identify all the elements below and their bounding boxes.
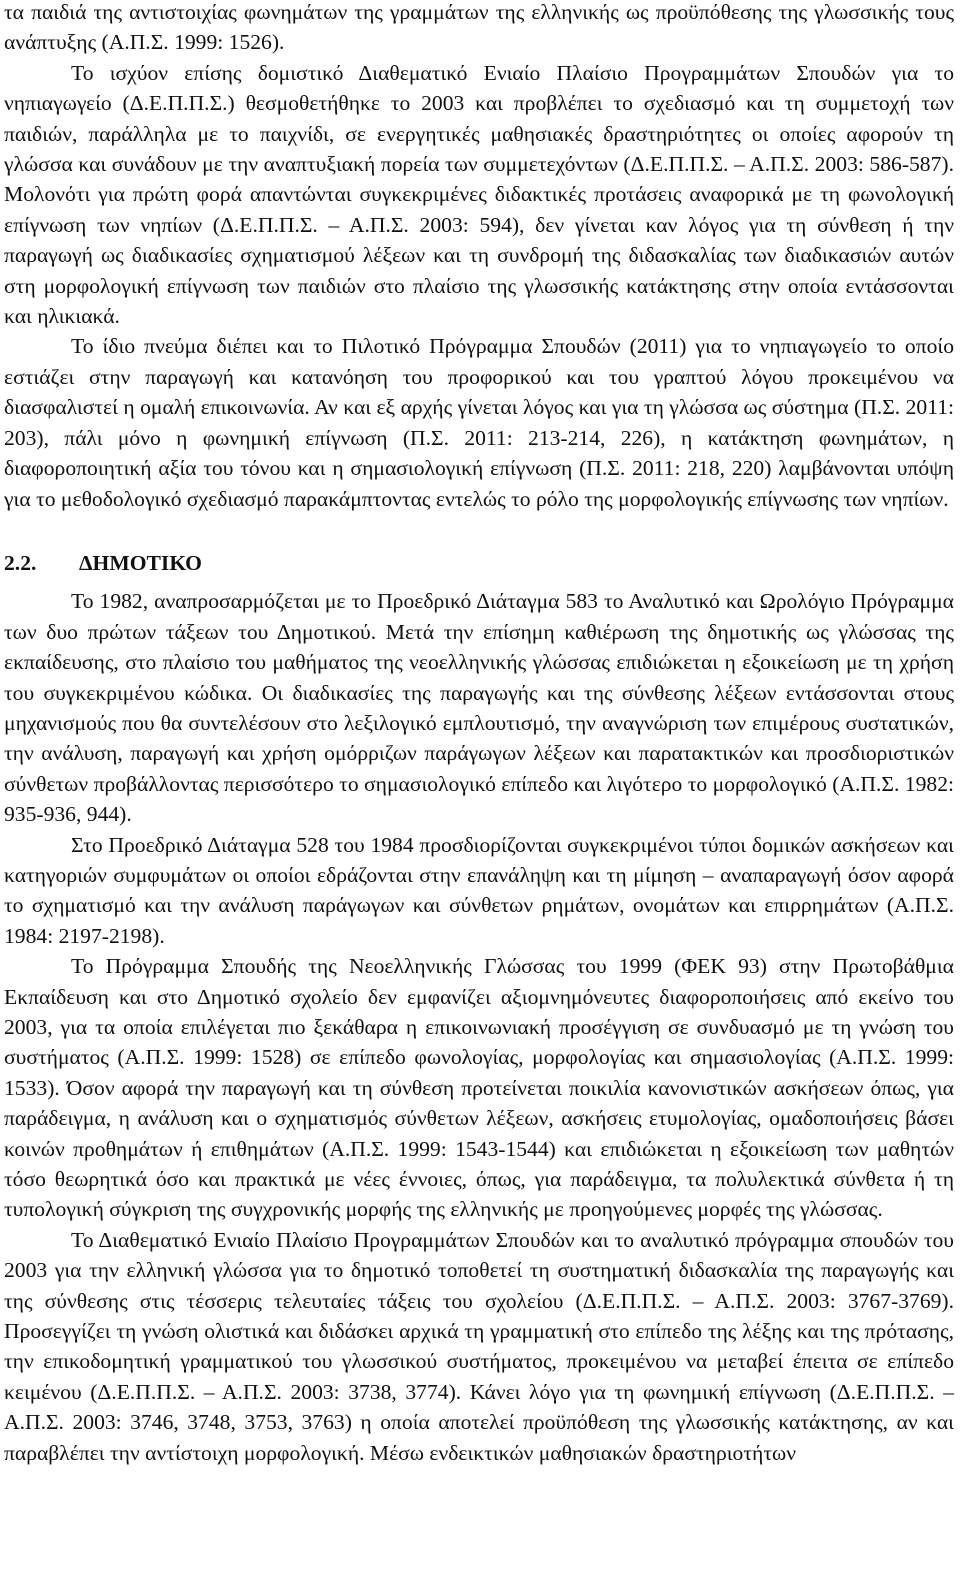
- section-number: 2.2.: [4, 550, 37, 575]
- paragraph-1: τα παιδιά της αντιστοιχίας φωνημάτων της γραμμάτων της ελληνικής ως προϋπόθεσης της γλωσσικής τους ανάπτυξης (Α.Π.Σ. 1999: 1526).: [4, 0, 954, 55]
- section-title: ΔΗΜΟΤΙΚΟ: [79, 550, 202, 575]
- paragraph-2: Το ισχύον επίσης δομιστικό Διαθεματικό Ενιαίο Πλαίσιο Προγραμμάτων Σπουδών για το νηπιαγωγείο (Δ.Ε.Π.Π.Σ.) θεσμοθετήθηκε το 2003 και προβλέπει το σχεδιασμό και τη συμμετοχή των παιδιών, παράλληλα με το παιχνίδι, σε ενεργητικές μαθησιακές δραστηριότητες οι οποίες αφορούν τη γλώσσα και συνάδουν με την αναπτυξιακή πορεία των συμμετεχόντων (Δ.Ε.Π.Π.Σ. – Α.Π.Σ. 2003: 586-587). Μολονότι για πρώτη φορά απαντώνται συγκεκριμένες διδακτικές προτάσεις αναφορικά με τη φωνολογική επίγνωση των νηπίων (Δ.Ε.Π.Π.Σ. – Α.Π.Σ. 2003: 594), δεν γίνεται καν λόγος για τη σύνθεση ή την παραγωγή ως διαδικασίες σχηματισμού λέξεων και τη συνδρομή της διδασκαλίας των διαδικασιών αυτών στη μορφολογική επίγνωση των παιδιών στο πλαίσιο της γλωσσικής κατάκτησης στην οποία εντάσσονται και ηλικιακά.: [4, 60, 954, 329]
- document-page: [4, 0, 954, 1468]
- section-heading: [4, 548, 954, 578]
- paragraph-3: Το ίδιο πνεύμα διέπει και το Πιλοτικό Πρόγραμμα Σπουδών (2011) για το νηπιαγωγείο το οποίο εστιάζει στην παραγωγή και κατανόηση του προφορικού και του γραπτού λόγου προκειμένου να διασφαλιστεί η ομαλή επικοινωνία. Αν και εξ αρχής γίνεται λόγος και για τη γλώσσα ως σύστημα (Π.Σ. 2011: 203), πάλι μόνο η φωνημική επίγνωση (Π.Σ. 2011: 213-214, 226), η κατάκτηση φωνημάτων, η διαφοροποιητική αξία του τόνου και η σημασιολογική επίγνωση (Π.Σ. 2011: 218, 220) λαμβάνονται υπόψη για το μεθοδολογικό σχεδιασμό παρακάμπτοντας εντελώς το ρόλο της μορφολογικής επίγνωσης των νηπίων.: [4, 334, 954, 511]
- paragraph-7: Το Διαθεματικό Ενιαίο Πλαίσιο Προγραμμάτων Σπουδών και το αναλυτικό πρόγραμμα σπουδών του 2003 για την ελληνική γλώσσα για το δημοτικό τοποθετεί τη συστηματική διδασκαλία της παραγωγής και της σύνθεσης στις τέσσερις τελευταίες τάξεις του σχολείου (Δ.Ε.Π.Π.Σ. – Α.Π.Σ. 2003: 3767-3769). Προσεγγίζει τη γνώση ολιστικά και διδάσκει αρχικά τη γραμματική στο επίπεδο της λέξης και της πρότασης, την επικοδομητική γραμματικού του γλωσσικού συστήματος, προκειμένου να μεταβεί έπειτα σε επίπεδο κειμένου (Δ.Ε.Π.Π.Σ. – Α.Π.Σ. 2003: 3738, 3774). Κάνει λόγο για τη φωνημική επίγνωση (Δ.Ε.Π.Π.Σ. – Α.Π.Σ. 2003: 3746, 3748, 3753, 3763) η οποία αποτελεί προϋπόθεση της γλωσσικής κατάκτησης, αν και παραβλέπει την αντίστοιχη μορφολογική. Μέσω ενδεικτικών μαθησιακών δραστηριοτήτων: [4, 1227, 954, 1465]
- paragraph-6: Το Πρόγραμμα Σπουδής της Νεοελληνικής Γλώσσας του 1999 (ΦΕΚ 93) στην Πρωτοβάθμια Εκπαίδευση και στο Δημοτικό σχολείο δεν εμφανίζει αξιομνημόνευτες διαφοροποιήσεις από εκείνο του 2003, για τα οποία επιλέγεται πιο ξεκάθαρα η επικοινωνιακή προσέγγιση σε συνδυασμό με τη γνώση του συστήματος (Α.Π.Σ. 1999: 1528) σε επίπεδο φωνολογίας, μορφολογίας και σημασιολογίας (Α.Π.Σ. 1999: 1533). Όσον αφορά την παραγωγή και τη σύνθεση προτείνεται ποικιλία κανονιστικών ασκήσεων όπως, για παράδειγμα, η ανάλυση και ο σχηματισμός σύνθετων λέξεων, ασκήσεις ετυμολογίας, ομαδοποιήσεις βάσει κοινών προθημάτων ή επιθημάτων (Α.Π.Σ. 1999: 1543-1544) και επιδιώκεται η εξοικείωση των μαθητών τόσο θεωρητικά όσο και πρακτικά με νέες έννοιες, όπως, για παράδειγμα, τα πολυλεκτικά σύνθετα ή τη τυπολογική σύγκριση της συγχρονικής μορφής της ελληνικής με προηγούμενες μορφές της γλώσσας.: [4, 954, 954, 1222]
- paragraph-5: Στο Προεδρικό Διάταγμα 528 του 1984 προσδιορίζονται συγκεκριμένοι τύποι δομικών ασκήσεων και κατηγοριών συμφυμάτων οι οποίοι εδράζονται στην επανάληψη και τη μίμηση – αναπαραγωγή όσον αφορά το σχηματισμό και την ανάλυση παράγωγων και σύνθετων ρημάτων, ονομάτων και επιρρημάτων (Α.Π.Σ. 1984: 2197-2198).: [4, 832, 954, 948]
- paragraph-4: Το 1982, αναπροσαρμόζεται με το Προεδρικό Διάταγμα 583 το Αναλυτικό και Ωρολόγιο Πρόγραμμα των δυο πρώτων τάξεων του Δημοτικού. Μετά την επίσημη καθιέρωση της δημοτικής ως γλώσσας της εκπαίδευσης, στο πλαίσιο του μαθήματος της νεοελληνικής γλώσσας επιδιώκεται η εξοικείωση με τη χρήση του συγκεκριμένου κώδικα. Οι διαδικασίες της παραγωγής και της σύνθεσης λέξεων εντάσσονται στους μηχανισμούς που θα συντελέσουν στο λεξιλογικό εμπλουτισμό, την αναγνώριση των επιμέρους συστατικών, την ανάλυση, παραγωγή και χρήση ομόρριζων παράγωγων λέξεων και παρατακτικών και προσδιοριστικών σύνθετων προβάλλοντας περισσότερο το σημασιολογικό επίπεδο και λιγότερο το μορφολογικό (Α.Π.Σ. 1982: 935-936, 944).: [4, 589, 954, 827]
